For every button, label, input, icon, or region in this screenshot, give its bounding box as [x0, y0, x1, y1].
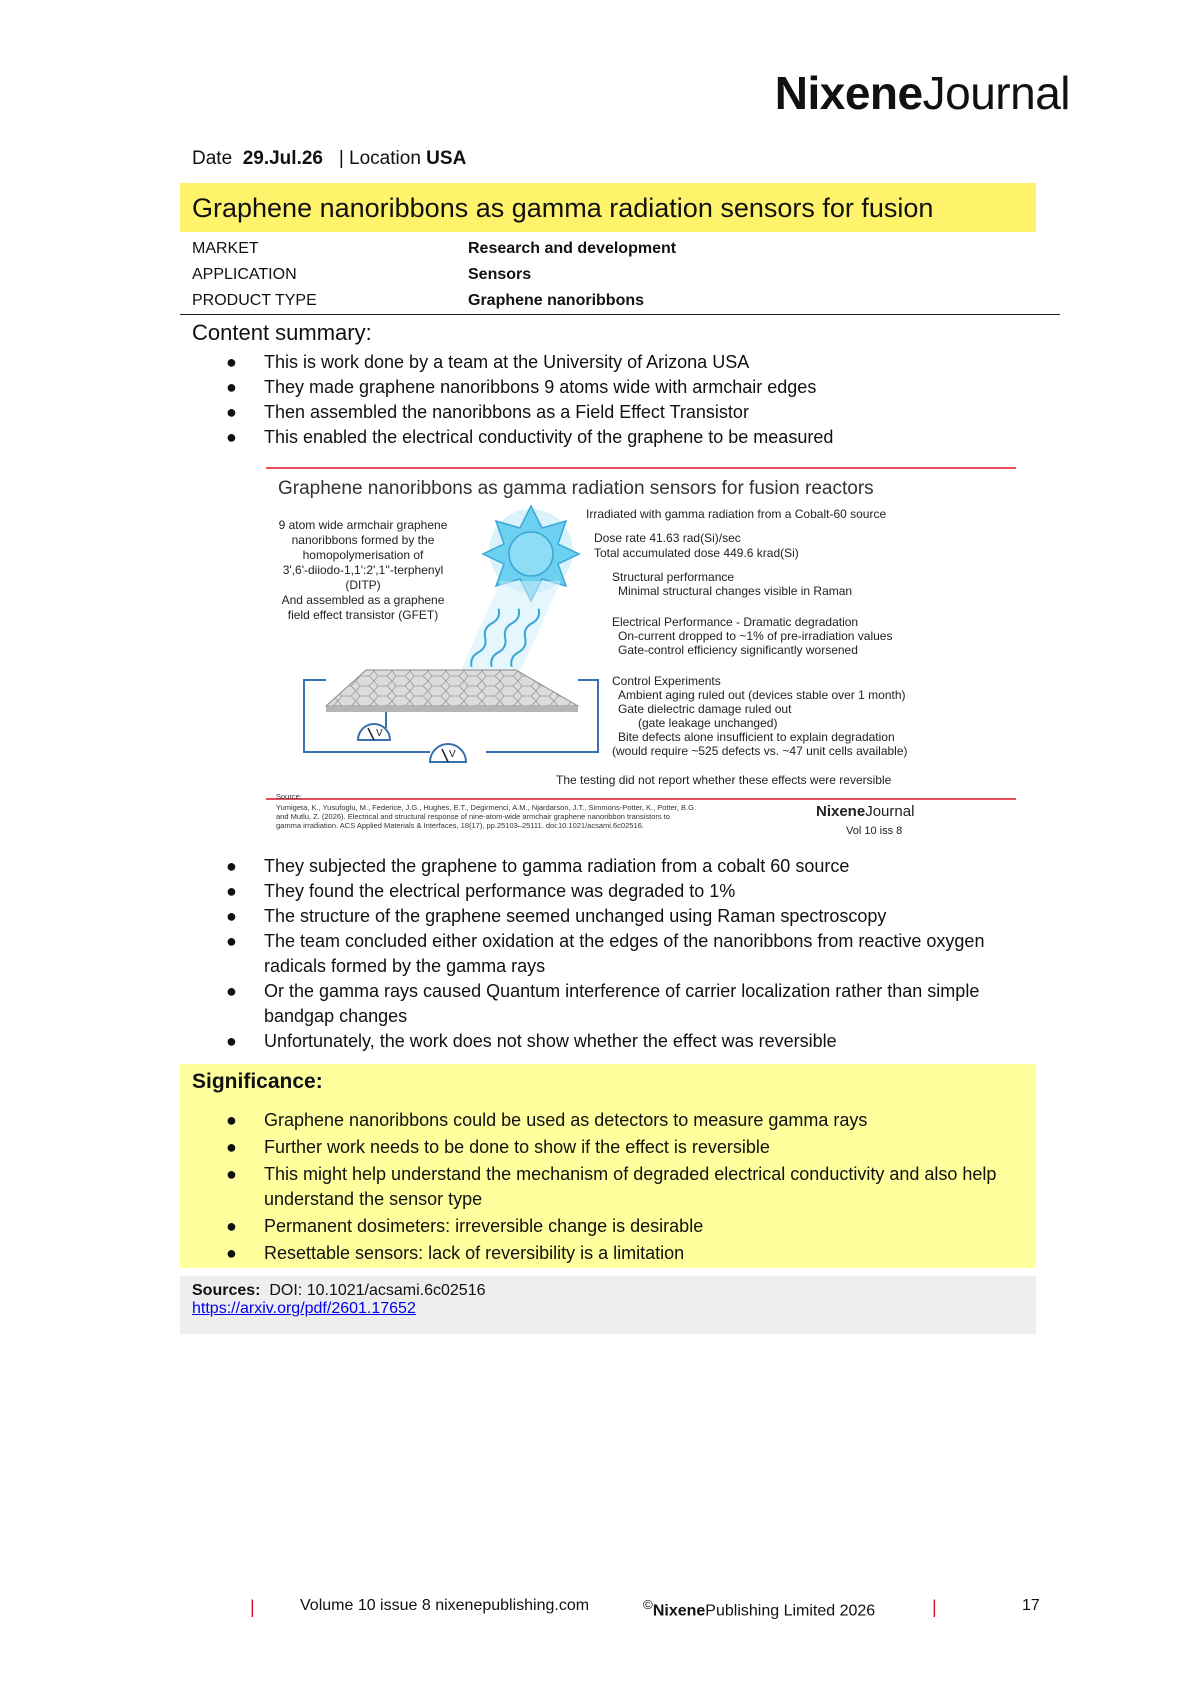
infographic-figure	[266, 466, 1016, 846]
summary-list-bottom	[192, 854, 1032, 1054]
list-item-text: Or the gamma rays caused Quantum interference of carrier localization rather than simple bandgap changes	[264, 981, 980, 1026]
bullet-dot-icon: ●	[226, 1243, 237, 1263]
list-item	[192, 1241, 1022, 1266]
meta-value: Graphene nanoribbons	[468, 292, 645, 309]
figure-logo-bold: Nixene	[816, 803, 866, 820]
control-heading: Control Experiments	[612, 674, 721, 688]
bottom-note: The testing did not report whether these effects were reversible	[556, 773, 892, 787]
logo-bold: Nixene	[774, 67, 923, 119]
control-line: Ambient aging ruled out (devices stable over 1 month)	[618, 688, 906, 702]
left-text-line: 9 atom wide armchair graphene	[278, 518, 448, 532]
bullet-dot-icon: ●	[226, 402, 237, 422]
meta-row	[180, 236, 1060, 262]
list-item	[192, 1029, 1032, 1054]
copyright-symbol: ©	[643, 1597, 653, 1612]
left-text-line: (DITP)	[345, 578, 381, 592]
list-item	[192, 854, 1032, 879]
list-item	[192, 879, 1032, 904]
voltmeter-label: V	[376, 728, 383, 739]
control-line: (would require ~525 defects vs. ~47 unit cells available)	[612, 744, 908, 758]
dateline-separator: |	[338, 148, 344, 169]
footer-copyright	[643, 1597, 875, 1620]
graphene-lattice	[326, 670, 578, 706]
list-item	[192, 1214, 1022, 1239]
list-item-text: Permanent dosimeters: irreversible change is desirable	[264, 1216, 704, 1236]
list-item	[192, 979, 1032, 1029]
list-item-text: They subjected the graphene to gamma radiation from a cobalt 60 source	[264, 856, 850, 876]
dose-rate-text: Dose rate 41.63 rad(Si)/sec	[594, 531, 741, 545]
significance-list	[192, 1108, 1022, 1268]
summary-list-top	[192, 350, 1032, 450]
bullet-dot-icon: ●	[226, 981, 237, 1001]
publisher-rest: Publishing Limited 2026	[705, 1602, 876, 1620]
control-line: Gate dielectric damage ruled out	[618, 702, 792, 716]
total-dose-text: Total accumulated dose 449.6 krad(Si)	[594, 546, 799, 560]
bullet-dot-icon: ●	[226, 1137, 237, 1157]
sources-label: Sources:	[192, 1282, 261, 1299]
figure-source	[276, 792, 696, 830]
significance-heading: Significance:	[192, 1070, 323, 1093]
control-line: Bite defects alone insufficient to explain degradation	[618, 730, 895, 744]
structural-heading: Structural performance	[612, 570, 735, 584]
list-item-text: The team concluded either oxidation at the edges of the nanoribbons from reactive oxygen radicals formed by the gamma rays	[264, 931, 985, 976]
footer-bar-left: |	[250, 1597, 255, 1617]
meta-key: MARKET	[192, 240, 259, 257]
date-value: 29.Jul.26	[242, 148, 323, 169]
bullet-dot-icon: ●	[226, 352, 237, 372]
figure-volume: Vol 10 iss 8	[846, 825, 903, 837]
list-item-text: Unfortunately, the work does not show whether the effect was reversible	[264, 1031, 837, 1051]
voltmeter-icon	[430, 744, 466, 762]
source-line: gamma irradiation. ACS Applied Materials & Interfaces, 18(17), pp.25103–25111. doi:10.1021/acsami.6c02516.	[276, 821, 644, 830]
list-item	[192, 400, 1032, 425]
bullet-dot-icon: ●	[226, 1110, 237, 1130]
figure-logo-regular: Journal	[865, 803, 915, 820]
bullet-dot-icon: ●	[226, 906, 237, 926]
page-number: 17	[1022, 1597, 1040, 1614]
list-item-text: They made graphene nanoribbons 9 atoms wide with armchair edges	[264, 377, 817, 397]
sources-line	[192, 1282, 1024, 1300]
list-item-text: Then assembled the nanoribbons as a Field Effect Transistor	[264, 402, 749, 422]
source-line: and Mutlu, Z. (2026). Electrical and structural response of nine-atom-wide armchair graphene nanoribbon transistors to	[276, 812, 670, 821]
bullet-dot-icon: ●	[226, 1216, 237, 1236]
bullet-dot-icon: ●	[226, 377, 237, 397]
left-text-line: field effect transistor (GFET)	[287, 608, 439, 622]
meta-value: Sensors	[468, 266, 532, 283]
meta-row	[180, 262, 1060, 288]
date-label: Date	[192, 148, 233, 169]
list-item	[192, 929, 1032, 979]
logo-regular: Journal	[922, 67, 1070, 119]
list-item-text: Graphene nanoribbons could be used as detectors to measure gamma rays	[264, 1110, 868, 1130]
voltmeter-label: V	[449, 749, 456, 760]
source-label: Source:	[276, 792, 302, 801]
publisher-bold: Nixene	[652, 1602, 706, 1620]
list-item-text: Resettable sensors: lack of reversibility is a limitation	[264, 1243, 685, 1263]
infographic-svg	[266, 466, 1016, 846]
left-text-line: nanoribbons formed by the	[291, 533, 435, 547]
figure-right-text	[556, 507, 908, 787]
control-line: (gate leakage unchanged)	[638, 716, 778, 730]
list-item-text: This enabled the electrical conductivity of the graphene to be measured	[264, 427, 834, 447]
page-footer	[0, 1597, 1190, 1621]
list-item	[192, 425, 1032, 450]
bullet-dot-icon: ●	[226, 856, 237, 876]
list-item-text: They found the electrical performance was degraded to 1%	[264, 881, 736, 901]
significance-box	[180, 1064, 1036, 1268]
electrical-heading: Electrical Performance - Dramatic degradation	[612, 615, 859, 629]
bullet-dot-icon: ●	[226, 931, 237, 951]
journal-logo	[775, 66, 1070, 120]
sources-box	[180, 1276, 1036, 1334]
dateline	[192, 148, 466, 170]
figure-left-text	[279, 518, 448, 622]
meta-table	[180, 236, 1060, 315]
list-item	[192, 1108, 1022, 1133]
meta-key: APPLICATION	[192, 266, 297, 283]
electrical-line: On-current dropped to ~1% of pre-irradiation values	[618, 629, 893, 643]
figure-title: Graphene nanoribbons as gamma radiation sensors for fusion reactors	[278, 478, 874, 499]
source-line: Yumigeta, K., Yusufoglu, M., Federice, J.G., Hughes, E.T., Degirmenci, A.M., Njardarson, J.T., Simmons-Potter, K., Potter, B.G.	[276, 803, 697, 812]
irradiated-text: Irradiated with gamma radiation from a Cobalt-60 source	[586, 507, 887, 521]
bullet-dot-icon: ●	[226, 1031, 237, 1051]
sources-doi: DOI: 10.1021/acsami.6c02516	[269, 1282, 486, 1299]
list-item-text: Further work needs to be done to show if the effect is reversible	[264, 1137, 770, 1157]
sources-link[interactable]: https://arxiv.org/pdf/2601.17652	[192, 1300, 416, 1317]
left-text-line: homopolymerisation of	[302, 548, 424, 562]
electrical-line: Gate-control efficiency significantly worsened	[618, 643, 858, 657]
article-title: Graphene nanoribbons as gamma radiation sensors for fusion	[180, 183, 1036, 232]
meta-key: PRODUCT TYPE	[192, 292, 317, 309]
list-item	[192, 375, 1032, 400]
location-value: USA	[426, 148, 467, 169]
footer-volume: Volume 10 issue 8 nixenepublishing.com	[300, 1597, 590, 1614]
summary-heading: Content summary:	[192, 320, 372, 345]
circuit-wire-left	[304, 680, 336, 752]
list-item	[192, 1135, 1022, 1160]
list-item-text: This might help understand the mechanism of degraded electrical conductivity and also help understand the sensor type	[264, 1164, 997, 1209]
bullet-dot-icon: ●	[226, 881, 237, 901]
graphene-sheet-edge	[326, 706, 578, 712]
figure-logo	[816, 803, 914, 820]
left-text-line: And assembled as a graphene	[281, 593, 445, 607]
list-item	[192, 904, 1032, 929]
bullet-dot-icon: ●	[226, 1164, 237, 1184]
left-text-line: 3',6'-diiodo-1,1':2',1''-terphenyl	[282, 563, 444, 577]
list-item	[192, 1162, 1022, 1212]
footer-bar-right: |	[932, 1597, 937, 1617]
list-item	[192, 350, 1032, 375]
list-item-text: This is work done by a team at the University of Arizona USA	[264, 352, 750, 372]
structural-text: Minimal structural changes visible in Raman	[618, 584, 853, 598]
location-label: Location	[349, 148, 421, 169]
bullet-dot-icon: ●	[226, 427, 237, 447]
list-item-text: The structure of the graphene seemed unchanged using Raman spectroscopy	[264, 906, 887, 926]
meta-row	[180, 288, 1060, 314]
meta-value: Research and development	[468, 240, 677, 257]
